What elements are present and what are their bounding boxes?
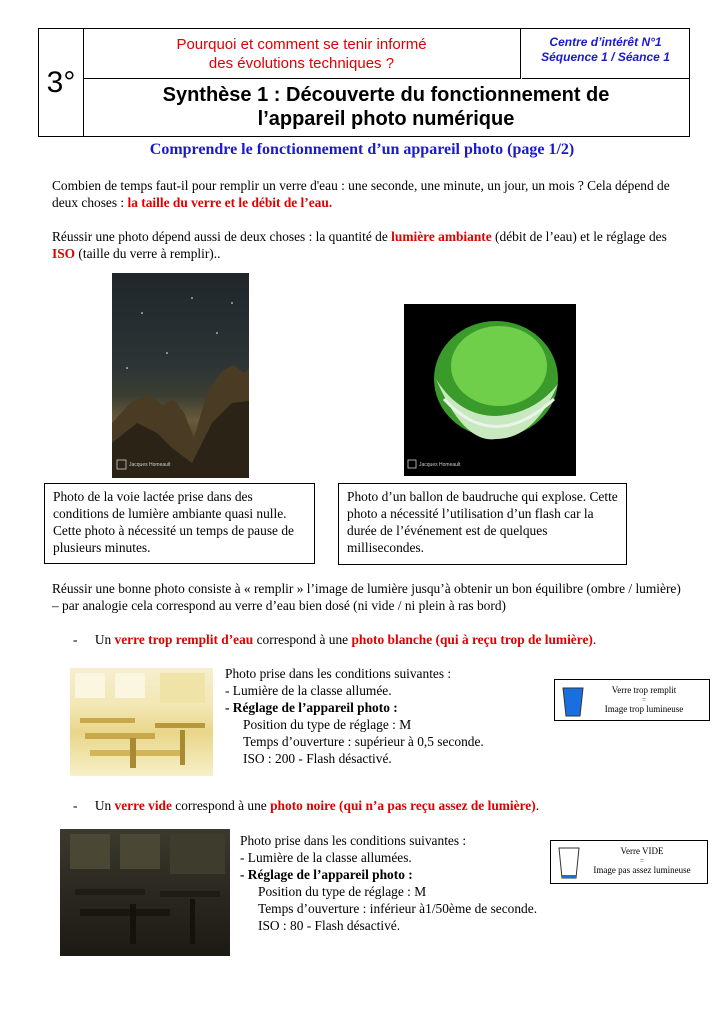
- subtitle: Comprendre le fonctionnement d’un appareil photo (page 1/2): [149, 141, 575, 158]
- full-glass-box: [554, 679, 710, 721]
- intro-paragraph-2: [52, 228, 677, 262]
- empty-glass-box: [550, 840, 708, 884]
- class-level: 3°: [39, 29, 84, 136]
- bullet2-text-3: .: [535, 798, 540, 813]
- bullet2-text-1: Un: [94, 798, 115, 813]
- bullet2-dash: -: [73, 798, 78, 813]
- bullet1-highlight-1: verre trop remplit d’eau: [114, 632, 254, 647]
- underexposed-classroom-photo: [60, 829, 230, 956]
- intro2-text-3: (taille du verre à remplir)..: [75, 246, 221, 261]
- cond2-line-2: - Lumière de la classe allumées.: [240, 850, 412, 865]
- bullet1-text-3: .: [592, 632, 597, 647]
- bullet1-text-1: Un: [94, 632, 115, 647]
- cond2-line-1: Photo prise dans les conditions suivantes :: [240, 833, 467, 848]
- bullet1-text-2: correspond à une: [253, 632, 352, 647]
- caption-milky-way: Photo de la voie lactée prise dans des conditions de lumière ambiante quasi nulle. Cette photo à nécessité un temps de pause de plusieurs minutes.: [44, 483, 315, 564]
- milky-way-photo: [112, 273, 249, 478]
- balloon-photo: [404, 304, 576, 476]
- page-title: [83, 79, 689, 136]
- cond1-line-2: - Lumière de la classe allumée.: [225, 683, 392, 698]
- bullet2-highlight-2: photo noire (qui n’a pas reçu assez de lumière): [270, 798, 536, 813]
- question-line-1: Pourquoi et comment se tenir informé: [176, 36, 427, 53]
- bullet-overfilled: [73, 631, 693, 648]
- conditions-overexposed: [225, 665, 555, 767]
- bullet2-text-2: correspond à une: [171, 798, 271, 813]
- cond1-line-3: - Réglage de l’appareil photo :: [225, 700, 398, 715]
- caption-balloon: Photo d’un ballon de baudruche qui explose. Cette photo a nécessité l’utilisation d’un flash car la durée de l’événement est de quelques millisecondes.: [338, 483, 627, 565]
- centre-line-1: Centre d’intérêt N°1: [549, 35, 662, 49]
- photo2-credit: Jacques Homeault: [419, 462, 461, 468]
- box2-line-2: Image pas assez lumineuse: [593, 865, 691, 875]
- intro1-text: Combien de temps faut-il pour remplir un verre d'eau : une seconde, une minute, un jour, un mois ? Cela dépend de deux choses :: [52, 178, 670, 210]
- title-line-1: Synthèse 1 : Découverte du fonctionnement de: [162, 84, 610, 106]
- centre-line-2: Séquence 1 / Séance 1: [541, 50, 670, 64]
- photo1-credit: Jacques Homeault: [129, 462, 171, 468]
- box2-equals: =: [640, 857, 644, 865]
- cond2-line-5: Temps d’ouverture : inférieur à1/50ème de seconde.: [258, 901, 538, 916]
- intro2-text-2: (débit de l’eau) et le réglage des: [491, 229, 667, 244]
- bullet1-dash: -: [73, 632, 78, 647]
- header-table: [38, 28, 690, 137]
- cond2-line-4: Position du type de réglage : M: [258, 884, 427, 899]
- overexposed-classroom-photo: [70, 668, 213, 776]
- box1-line-1: Verre trop remplit: [611, 685, 677, 695]
- box1-line-2: Image trop lumineuse: [604, 704, 684, 714]
- bullet-empty: [73, 797, 693, 814]
- centre-cell: [522, 29, 689, 79]
- cond2-line-6: ISO : 80 - Flash désactivé.: [258, 918, 401, 933]
- cond1-line-6: ISO : 200 - Flash désactivé.: [243, 751, 392, 766]
- intro-paragraph-1: [52, 177, 677, 211]
- box2-line-1: Verre VIDE: [620, 846, 664, 856]
- intro1-highlight: la taille du verre et le débit de l’eau.: [127, 195, 333, 210]
- cond2-line-3: - Réglage de l’appareil photo :: [240, 867, 413, 882]
- bullet1-highlight-2: photo blanche (qui à reçu trop de lumière): [351, 632, 593, 647]
- cond1-line-4: Position du type de réglage : M: [243, 717, 412, 732]
- intro2-highlight-2: ISO: [52, 246, 76, 261]
- question-cell: [83, 29, 521, 79]
- question-line-2: des évolutions techniques ?: [208, 55, 395, 72]
- cond1-line-1: Photo prise dans les conditions suivantes :: [225, 666, 452, 681]
- intro2-highlight-1: lumière ambiante: [391, 229, 492, 244]
- bullet2-highlight-1: verre vide: [114, 798, 172, 813]
- empty-glass-icon: [557, 846, 581, 880]
- cond1-line-5: Temps d’ouverture : supérieur à 0,5 seconde.: [243, 734, 484, 749]
- box1-equals: =: [642, 696, 646, 704]
- full-glass-icon: [561, 686, 585, 718]
- analogy-paragraph: Réussir une bonne photo consiste à « remplir » l’image de lumière jusqu’à obtenir un bon équilibre (ombre / lumière) – par analogie cela correspond au verre d’eau bien dosé (ni vide / ni plein à ras bord): [52, 581, 681, 613]
- title-line-2: l’appareil photo numérique: [257, 108, 515, 130]
- conditions-underexposed: [240, 832, 580, 934]
- intro2-text-1: Réussir une photo dépend aussi de deux choses : la quantité de: [52, 229, 392, 244]
